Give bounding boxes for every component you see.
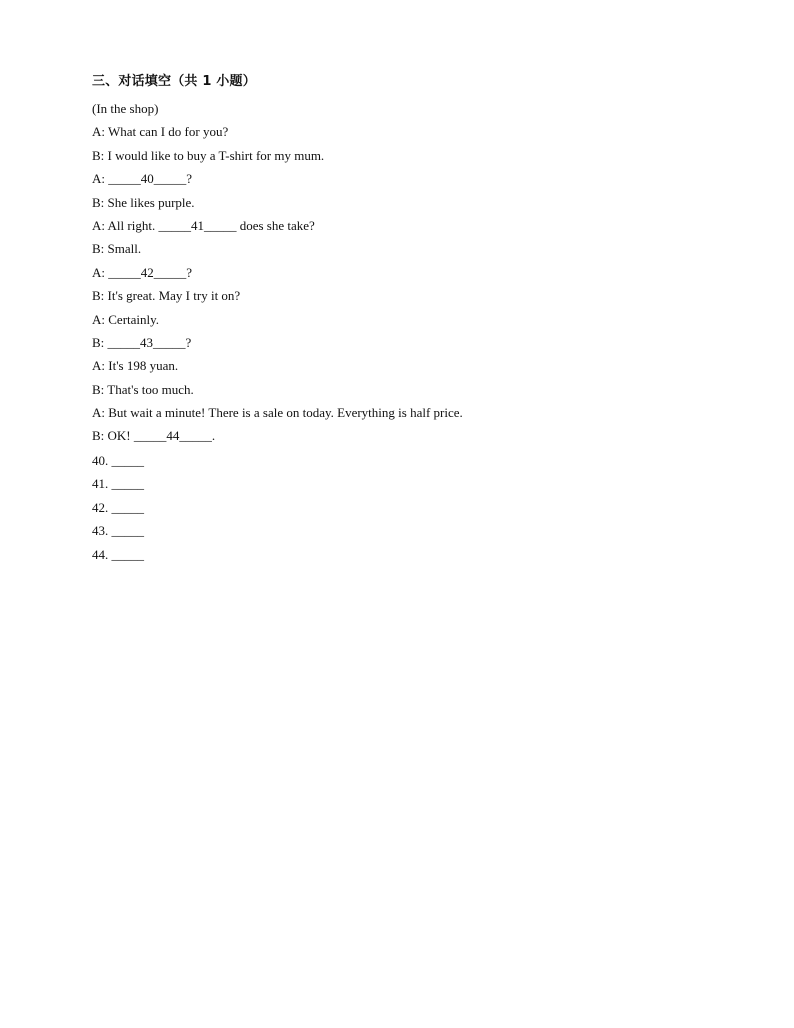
- dialogue-line: B: She likes purple.: [92, 194, 195, 210]
- answer-line: 43. _____: [92, 523, 144, 539]
- answer-line: 42. _____: [92, 499, 144, 515]
- answer-line: 41. _____: [92, 476, 144, 492]
- dialogue-line: A: It's 198 yuan.: [92, 358, 179, 374]
- dialogue-line: A: What can I do for you?: [92, 124, 229, 140]
- dialogue: [92, 99, 742, 450]
- dialogue-line: B: I would like to buy a T-shirt for my mum.: [92, 147, 325, 163]
- dialogue-line: B: Small.: [92, 241, 142, 257]
- dialogue-line: B: OK! _____44_____.: [92, 428, 216, 444]
- dialogue-line: B: That's too much.: [92, 381, 194, 397]
- dialogue-line: A: But wait a minute! There is a sale on today. Everything is half price.: [92, 405, 463, 421]
- answer-line: 44. _____: [92, 546, 144, 562]
- section-title: 三、对话填空（共 1 小题）: [92, 74, 256, 89]
- dialogue-line: A: _____40_____?: [92, 171, 193, 187]
- dialogue-line: B: _____43_____?: [92, 334, 192, 350]
- answer-line: 40. _____: [92, 453, 144, 468]
- answer-list: [92, 451, 392, 568]
- dialogue-line: B: It's great. May I try it on?: [92, 288, 241, 304]
- dialogue-line: (In the shop): [92, 101, 159, 116]
- dialogue-line: A: _____42_____?: [92, 264, 193, 280]
- dialogue-line: A: Certainly.: [92, 311, 160, 327]
- dialogue-line: A: All right. _____41_____ does she take?: [92, 217, 315, 233]
